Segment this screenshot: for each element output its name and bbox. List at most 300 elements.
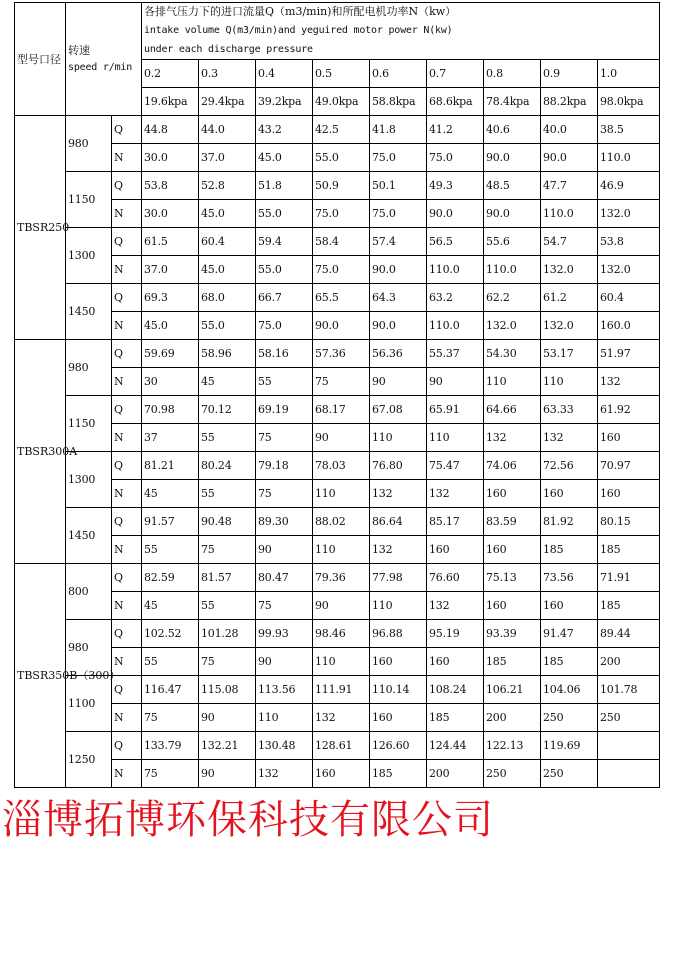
n-value-cell: 45.0 <box>199 200 256 228</box>
n-value-cell: 110 <box>370 592 427 620</box>
n-value-cell: 55 <box>199 424 256 452</box>
n-value-cell: 90 <box>313 592 370 620</box>
n-value-cell: 55 <box>256 368 313 396</box>
q-value-cell: 95.19 <box>427 620 484 648</box>
q-label: Q <box>112 620 142 648</box>
q-value-cell: 58.16 <box>256 340 313 368</box>
n-value-cell: 185 <box>541 536 598 564</box>
q-label: Q <box>112 172 142 200</box>
q-value-cell: 102.52 <box>142 620 199 648</box>
speed-value: 1100 <box>66 676 112 732</box>
q-value-cell: 89.44 <box>598 620 660 648</box>
q-value-cell: 51.97 <box>598 340 660 368</box>
q-value-cell: 113.56 <box>256 676 313 704</box>
q-value-cell: 44.8 <box>142 116 199 144</box>
q-value-cell: 116.47 <box>142 676 199 704</box>
q-value-cell: 91.57 <box>142 508 199 536</box>
q-value-cell: 68.17 <box>313 396 370 424</box>
n-value-cell: 90.0 <box>427 200 484 228</box>
n-value-cell: 110.0 <box>598 144 660 172</box>
q-value-cell: 47.7 <box>541 172 598 200</box>
q-value-cell: 56.5 <box>427 228 484 256</box>
q-value-cell: 50.1 <box>370 172 427 200</box>
q-value-cell: 76.80 <box>370 452 427 480</box>
q-label: Q <box>112 732 142 760</box>
n-value-cell: 37.0 <box>142 256 199 284</box>
n-value-cell: 75.0 <box>256 312 313 340</box>
q-value-cell: 73.56 <box>541 564 598 592</box>
n-value-cell: 90 <box>427 368 484 396</box>
q-value-cell: 62.2 <box>484 284 541 312</box>
q-value-cell: 119.69 <box>541 732 598 760</box>
n-value-cell: 90 <box>313 424 370 452</box>
kpa-cell: 68.6kpa <box>427 88 484 116</box>
n-value-cell: 55 <box>199 592 256 620</box>
table-row <box>15 144 660 172</box>
q-value-cell: 93.39 <box>484 620 541 648</box>
model-name: TBSR350B（300） <box>15 564 66 788</box>
table-row <box>15 452 660 480</box>
q-value-cell: 66.7 <box>256 284 313 312</box>
n-value-cell: 110 <box>370 424 427 452</box>
q-value-cell: 70.98 <box>142 396 199 424</box>
n-value-cell: 55.0 <box>313 144 370 172</box>
q-value-cell: 80.24 <box>199 452 256 480</box>
n-value-cell: 90 <box>256 648 313 676</box>
q-label: Q <box>112 676 142 704</box>
q-value-cell: 91.47 <box>541 620 598 648</box>
q-value-cell: 55.6 <box>484 228 541 256</box>
q-value-cell: 90.48 <box>199 508 256 536</box>
q-value-cell: 85.17 <box>427 508 484 536</box>
n-value-cell: 110 <box>427 424 484 452</box>
table-row <box>15 704 660 732</box>
n-value-cell: 160 <box>370 648 427 676</box>
table-row <box>15 116 660 144</box>
q-value-cell: 46.9 <box>598 172 660 200</box>
q-value-cell: 55.37 <box>427 340 484 368</box>
n-label: N <box>112 312 142 340</box>
table-row <box>15 564 660 592</box>
n-value-cell: 75 <box>199 648 256 676</box>
table-row <box>15 256 660 284</box>
n-value-cell: 90.0 <box>484 144 541 172</box>
n-value-cell: 110 <box>256 704 313 732</box>
n-label: N <box>112 368 142 396</box>
table-row <box>15 284 660 312</box>
speed-value: 800 <box>66 564 112 620</box>
n-value-cell: 185 <box>427 704 484 732</box>
q-value-cell: 77.98 <box>370 564 427 592</box>
q-value-cell: 61.92 <box>598 396 660 424</box>
q-value-cell: 81.92 <box>541 508 598 536</box>
q-value-cell: 96.88 <box>370 620 427 648</box>
title-line-3: under each discharge pressure <box>144 44 313 55</box>
n-value-cell: 75 <box>313 368 370 396</box>
q-value-cell: 69.3 <box>142 284 199 312</box>
pressure-cell: 0.7 <box>427 60 484 88</box>
n-value-cell: 75.0 <box>370 200 427 228</box>
n-value-cell: 160 <box>484 536 541 564</box>
pressure-cell: 0.3 <box>199 60 256 88</box>
q-label: Q <box>112 284 142 312</box>
q-value-cell: 79.36 <box>313 564 370 592</box>
n-label: N <box>112 704 142 732</box>
n-value-cell: 55.0 <box>256 200 313 228</box>
n-value-cell: 250 <box>541 760 598 788</box>
n-value-cell: 132.0 <box>598 200 660 228</box>
speed-header <box>66 3 142 116</box>
q-label: Q <box>112 396 142 424</box>
n-label: N <box>112 200 142 228</box>
speed-value: 1450 <box>66 284 112 340</box>
n-value-cell <box>598 760 660 788</box>
q-value-cell: 43.2 <box>256 116 313 144</box>
n-value-cell: 185 <box>598 536 660 564</box>
n-value-cell: 132.0 <box>541 256 598 284</box>
n-value-cell: 110 <box>484 368 541 396</box>
q-value-cell: 81.21 <box>142 452 199 480</box>
q-value-cell: 81.57 <box>199 564 256 592</box>
n-label: N <box>112 256 142 284</box>
q-value-cell: 101.78 <box>598 676 660 704</box>
kpa-cell: 19.6kpa <box>142 88 199 116</box>
n-value-cell: 110.0 <box>427 256 484 284</box>
n-value-cell: 90 <box>370 368 427 396</box>
n-value-cell: 132 <box>256 760 313 788</box>
kpa-cell: 78.4kpa <box>484 88 541 116</box>
q-value-cell: 133.79 <box>142 732 199 760</box>
n-value-cell: 185 <box>484 648 541 676</box>
n-value-cell: 75 <box>256 592 313 620</box>
n-value-cell: 75 <box>142 704 199 732</box>
n-value-cell: 132.0 <box>598 256 660 284</box>
n-value-cell: 90 <box>199 704 256 732</box>
q-value-cell: 60.4 <box>199 228 256 256</box>
speed-value: 1300 <box>66 452 112 508</box>
kpa-cell: 98.0kpa <box>598 88 660 116</box>
q-value-cell: 130.48 <box>256 732 313 760</box>
n-value-cell: 45 <box>199 368 256 396</box>
q-value-cell: 126.60 <box>370 732 427 760</box>
q-value-cell: 61.5 <box>142 228 199 256</box>
kpa-cell: 39.2kpa <box>256 88 313 116</box>
n-value-cell: 45.0 <box>256 144 313 172</box>
table-row <box>15 592 660 620</box>
table-row <box>15 396 660 424</box>
q-value-cell: 71.91 <box>598 564 660 592</box>
n-value-cell: 75.0 <box>427 144 484 172</box>
pressure-cell: 0.6 <box>370 60 427 88</box>
n-value-cell: 132 <box>370 480 427 508</box>
speed-header-cn: 转速 <box>68 43 90 57</box>
n-value-cell: 160 <box>484 592 541 620</box>
n-value-cell: 45.0 <box>142 312 199 340</box>
q-value-cell: 132.21 <box>199 732 256 760</box>
n-value-cell: 110 <box>313 536 370 564</box>
n-value-cell: 75.0 <box>313 200 370 228</box>
table-row <box>15 312 660 340</box>
q-value-cell: 59.69 <box>142 340 199 368</box>
model-name: TBSR250 <box>15 116 66 340</box>
q-value-cell: 63.2 <box>427 284 484 312</box>
q-value-cell: 110.14 <box>370 676 427 704</box>
n-value-cell: 250 <box>598 704 660 732</box>
q-value-cell: 64.3 <box>370 284 427 312</box>
n-value-cell: 160 <box>313 760 370 788</box>
q-value-cell: 63.33 <box>541 396 598 424</box>
table-row <box>15 508 660 536</box>
n-value-cell: 90.0 <box>484 200 541 228</box>
n-value-cell: 110.0 <box>541 200 598 228</box>
n-value-cell: 132.0 <box>541 312 598 340</box>
n-value-cell: 160 <box>541 592 598 620</box>
q-value-cell: 111.91 <box>313 676 370 704</box>
speed-value: 1300 <box>66 228 112 284</box>
q-value-cell: 51.8 <box>256 172 313 200</box>
table-row <box>15 228 660 256</box>
n-value-cell: 90 <box>199 760 256 788</box>
n-value-cell: 75.0 <box>313 256 370 284</box>
q-value-cell: 41.8 <box>370 116 427 144</box>
n-value-cell: 37 <box>142 424 199 452</box>
q-value-cell: 54.7 <box>541 228 598 256</box>
n-value-cell: 75 <box>256 480 313 508</box>
q-value-cell: 69.19 <box>256 396 313 424</box>
n-value-cell: 160 <box>484 480 541 508</box>
q-value-cell: 64.66 <box>484 396 541 424</box>
table-row <box>15 732 660 760</box>
speed-value: 980 <box>66 620 112 676</box>
q-label: Q <box>112 564 142 592</box>
q-label: Q <box>112 452 142 480</box>
table-row <box>15 424 660 452</box>
q-value-cell: 60.4 <box>598 284 660 312</box>
q-value-cell: 41.2 <box>427 116 484 144</box>
q-value-cell: 57.4 <box>370 228 427 256</box>
n-value-cell: 110 <box>313 480 370 508</box>
n-value-cell: 132.0 <box>484 312 541 340</box>
q-value-cell: 49.3 <box>427 172 484 200</box>
n-value-cell: 45 <box>142 592 199 620</box>
n-value-cell: 90.0 <box>370 256 427 284</box>
q-value-cell: 40.6 <box>484 116 541 144</box>
q-value-cell: 115.08 <box>199 676 256 704</box>
speed-value: 1150 <box>66 172 112 228</box>
n-value-cell: 90.0 <box>370 312 427 340</box>
n-value-cell: 55 <box>199 480 256 508</box>
q-value-cell: 122.13 <box>484 732 541 760</box>
q-label: Q <box>112 508 142 536</box>
q-value-cell: 128.61 <box>313 732 370 760</box>
n-value-cell: 75 <box>256 424 313 452</box>
q-value-cell: 44.0 <box>199 116 256 144</box>
n-value-cell: 160 <box>541 480 598 508</box>
q-value-cell: 70.97 <box>598 452 660 480</box>
n-value-cell: 160.0 <box>598 312 660 340</box>
n-value-cell: 55 <box>142 536 199 564</box>
q-label: Q <box>112 340 142 368</box>
q-label: Q <box>112 228 142 256</box>
q-label: Q <box>112 116 142 144</box>
q-value-cell: 72.56 <box>541 452 598 480</box>
title-line-1: 各排气压力下的进口流量Q（m3/min)和所配电机功率N（kw） <box>144 5 457 18</box>
q-value-cell: 67.08 <box>370 396 427 424</box>
n-value-cell: 55.0 <box>256 256 313 284</box>
table-row <box>15 760 660 788</box>
n-label: N <box>112 424 142 452</box>
q-value-cell: 58.96 <box>199 340 256 368</box>
n-label: N <box>112 480 142 508</box>
n-value-cell: 75.0 <box>370 144 427 172</box>
n-label: N <box>112 648 142 676</box>
q-value-cell: 53.17 <box>541 340 598 368</box>
n-value-cell: 200 <box>598 648 660 676</box>
company-name: 淄博拓博环保科技有限公司 <box>2 797 494 843</box>
speed-value: 980 <box>66 340 112 396</box>
kpa-cell: 88.2kpa <box>541 88 598 116</box>
pressure-cell: 0.5 <box>313 60 370 88</box>
n-value-cell: 200 <box>427 760 484 788</box>
n-value-cell: 132 <box>427 592 484 620</box>
table-row <box>15 200 660 228</box>
n-value-cell: 185 <box>370 760 427 788</box>
q-value-cell: 57.36 <box>313 340 370 368</box>
q-value-cell: 38.5 <box>598 116 660 144</box>
q-value-cell: 76.60 <box>427 564 484 592</box>
table-row <box>15 340 660 368</box>
q-value-cell: 86.64 <box>370 508 427 536</box>
q-value-cell: 83.59 <box>484 508 541 536</box>
pressure-cell: 0.8 <box>484 60 541 88</box>
pressure-cell: 0.4 <box>256 60 313 88</box>
pressure-cell: 0.9 <box>541 60 598 88</box>
speed-header-en: speed r/min <box>68 61 133 73</box>
q-value-cell: 108.24 <box>427 676 484 704</box>
q-value-cell: 52.8 <box>199 172 256 200</box>
q-value-cell: 88.02 <box>313 508 370 536</box>
n-value-cell: 110.0 <box>427 312 484 340</box>
pressure-cell: 0.2 <box>142 60 199 88</box>
model-name: TBSR300A <box>15 340 66 564</box>
kpa-cell: 49.0kpa <box>313 88 370 116</box>
table-row <box>15 368 660 396</box>
n-value-cell: 132 <box>313 704 370 732</box>
q-value-cell: 65.91 <box>427 396 484 424</box>
n-value-cell: 160 <box>427 536 484 564</box>
n-value-cell: 75 <box>199 536 256 564</box>
n-value-cell: 110 <box>541 368 598 396</box>
q-value-cell: 80.47 <box>256 564 313 592</box>
q-value-cell: 75.13 <box>484 564 541 592</box>
n-value-cell: 90.0 <box>313 312 370 340</box>
q-value-cell: 104.06 <box>541 676 598 704</box>
n-value-cell: 160 <box>370 704 427 732</box>
n-label: N <box>112 592 142 620</box>
n-value-cell: 45.0 <box>199 256 256 284</box>
n-label: N <box>112 760 142 788</box>
n-value-cell: 160 <box>427 648 484 676</box>
q-value-cell: 79.18 <box>256 452 313 480</box>
n-value-cell: 160 <box>598 424 660 452</box>
q-value-cell: 40.0 <box>541 116 598 144</box>
n-value-cell: 55.0 <box>199 312 256 340</box>
speed-value: 1250 <box>66 732 112 788</box>
n-value-cell: 200 <box>484 704 541 732</box>
q-value-cell: 80.15 <box>598 508 660 536</box>
q-value-cell: 48.5 <box>484 172 541 200</box>
title-line-2: intake volume Q(m3/min)and yeguired motor power N(kw) <box>144 25 453 36</box>
n-value-cell: 160 <box>598 480 660 508</box>
speed-value: 980 <box>66 116 112 172</box>
model-header: 型号口径 <box>15 3 66 116</box>
n-value-cell: 30.0 <box>142 200 199 228</box>
n-value-cell: 55 <box>142 648 199 676</box>
n-value-cell: 132 <box>370 536 427 564</box>
q-value-cell: 53.8 <box>142 172 199 200</box>
q-value-cell: 50.9 <box>313 172 370 200</box>
n-label: N <box>112 144 142 172</box>
q-value-cell: 82.59 <box>142 564 199 592</box>
q-value-cell: 68.0 <box>199 284 256 312</box>
speed-value: 1450 <box>66 508 112 564</box>
q-value-cell: 61.2 <box>541 284 598 312</box>
n-value-cell: 45 <box>142 480 199 508</box>
n-value-cell: 37.0 <box>199 144 256 172</box>
performance-table <box>14 2 660 788</box>
q-value-cell: 58.4 <box>313 228 370 256</box>
q-value-cell <box>598 732 660 760</box>
n-value-cell: 185 <box>541 648 598 676</box>
kpa-cell: 29.4kpa <box>199 88 256 116</box>
q-value-cell: 59.4 <box>256 228 313 256</box>
table-row <box>15 620 660 648</box>
n-value-cell: 250 <box>541 704 598 732</box>
q-value-cell: 53.8 <box>598 228 660 256</box>
n-value-cell: 110 <box>313 648 370 676</box>
n-value-cell: 75 <box>142 760 199 788</box>
n-value-cell: 132 <box>484 424 541 452</box>
n-value-cell: 90.0 <box>541 144 598 172</box>
n-value-cell: 30.0 <box>142 144 199 172</box>
q-value-cell: 101.28 <box>199 620 256 648</box>
q-value-cell: 56.36 <box>370 340 427 368</box>
q-value-cell: 42.5 <box>313 116 370 144</box>
pressure-cell: 1.0 <box>598 60 660 88</box>
n-value-cell: 132 <box>598 368 660 396</box>
table-row <box>15 480 660 508</box>
kpa-cell: 58.8kpa <box>370 88 427 116</box>
n-value-cell: 185 <box>598 592 660 620</box>
n-value-cell: 132 <box>427 480 484 508</box>
q-value-cell: 89.30 <box>256 508 313 536</box>
q-value-cell: 75.47 <box>427 452 484 480</box>
q-value-cell: 99.93 <box>256 620 313 648</box>
n-value-cell: 90 <box>256 536 313 564</box>
q-value-cell: 124.44 <box>427 732 484 760</box>
table-row <box>15 536 660 564</box>
speed-value: 1150 <box>66 396 112 452</box>
q-value-cell: 98.46 <box>313 620 370 648</box>
table-title <box>142 3 660 60</box>
n-label: N <box>112 536 142 564</box>
n-value-cell: 132 <box>541 424 598 452</box>
q-value-cell: 74.06 <box>484 452 541 480</box>
q-value-cell: 106.21 <box>484 676 541 704</box>
q-value-cell: 78.03 <box>313 452 370 480</box>
q-value-cell: 54.30 <box>484 340 541 368</box>
q-value-cell: 70.12 <box>199 396 256 424</box>
